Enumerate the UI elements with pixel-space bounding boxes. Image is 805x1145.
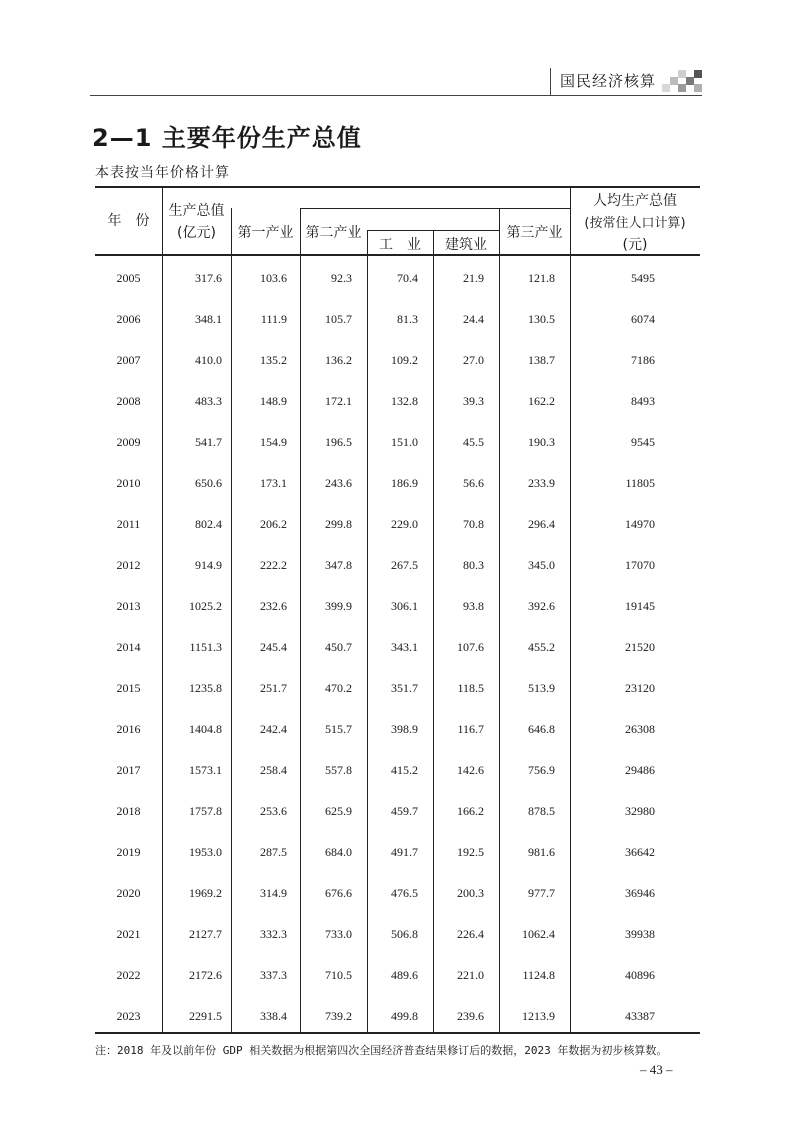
row-value: 650.6 <box>195 476 222 490</box>
header-tertiary: 第三产业 <box>506 225 563 241</box>
row-value: 399.9 <box>325 599 352 613</box>
header-bottom-rule <box>95 254 700 256</box>
row-value: 1124.8 <box>522 968 555 982</box>
row-value: 314.9 <box>260 886 287 900</box>
row-value: 29486 <box>625 763 655 777</box>
row-value: 17070 <box>625 558 655 572</box>
row-value: 515.7 <box>325 722 352 736</box>
row-year: 2008 <box>116 394 141 408</box>
row-value: 6074 <box>631 312 655 326</box>
row-value: 348.1 <box>195 312 222 326</box>
row-value: 459.7 <box>391 804 418 818</box>
row-year: 2006 <box>116 312 141 326</box>
row-value: 233.9 <box>528 476 555 490</box>
header-inner-rule <box>300 208 570 209</box>
row-value: 455.2 <box>528 640 555 654</box>
row-value: 410.0 <box>195 353 222 367</box>
row-value: 415.2 <box>391 763 418 777</box>
row-value: 2291.5 <box>189 1009 222 1023</box>
row-value: 192.5 <box>457 845 484 859</box>
row-value: 103.6 <box>260 271 287 285</box>
row-value: 105.7 <box>325 312 352 326</box>
row-value: 1235.8 <box>189 681 222 695</box>
row-value: 338.4 <box>260 1009 287 1023</box>
row-value: 21.9 <box>463 271 484 285</box>
table-row <box>95 586 700 627</box>
table-row <box>95 463 700 504</box>
row-value: 136.2 <box>325 353 352 367</box>
row-value: 45.5 <box>463 435 484 449</box>
row-value: 476.5 <box>391 886 418 900</box>
row-value: 81.3 <box>397 312 418 326</box>
header-secondary: 第二产业 <box>305 225 362 241</box>
row-value: 173.1 <box>260 476 287 490</box>
row-value: 267.5 <box>391 558 418 572</box>
row-year: 2016 <box>116 722 141 736</box>
table-row <box>95 996 700 1037</box>
header-per-capita-unit: (元) <box>622 237 648 253</box>
row-value: 977.7 <box>528 886 555 900</box>
row-value: 1213.9 <box>522 1009 555 1023</box>
row-year: 2020 <box>116 886 141 900</box>
row-value: 1573.1 <box>189 763 222 777</box>
row-year: 2017 <box>116 763 141 777</box>
row-value: 710.5 <box>325 968 352 982</box>
header-divider <box>162 186 163 255</box>
row-value: 186.9 <box>391 476 418 490</box>
header-primary: 第一产业 <box>237 225 294 241</box>
row-value: 21520 <box>625 640 655 654</box>
row-value: 541.7 <box>195 435 222 449</box>
row-value: 107.6 <box>457 640 484 654</box>
row-value: 684.0 <box>325 845 352 859</box>
row-value: 299.8 <box>325 517 352 531</box>
row-value: 43387 <box>625 1009 655 1023</box>
row-value: 483.3 <box>195 394 222 408</box>
row-value: 9545 <box>631 435 655 449</box>
row-value: 489.6 <box>391 968 418 982</box>
row-value: 296.4 <box>528 517 555 531</box>
row-year: 2013 <box>116 599 141 613</box>
row-value: 166.2 <box>457 804 484 818</box>
table-row <box>95 381 700 422</box>
header-industry: 工 业 <box>379 237 421 253</box>
row-value: 878.5 <box>528 804 555 818</box>
row-value: 733.0 <box>325 927 352 941</box>
row-value: 625.9 <box>325 804 352 818</box>
row-value: 151.0 <box>391 435 418 449</box>
row-value: 337.3 <box>260 968 287 982</box>
row-value: 222.2 <box>260 558 287 572</box>
row-year: 2022 <box>116 968 141 982</box>
row-value: 23120 <box>625 681 655 695</box>
row-year: 2011 <box>116 517 141 531</box>
row-value: 39.3 <box>463 394 484 408</box>
row-value: 70.8 <box>463 517 484 531</box>
row-value: 513.9 <box>528 681 555 695</box>
row-value: 251.7 <box>260 681 287 695</box>
table-row <box>95 750 700 791</box>
header-per-capita: 人均生产总值 <box>593 193 677 209</box>
running-header: 国民经济核算 <box>560 72 657 90</box>
row-value: 14970 <box>625 517 655 531</box>
header-separator <box>550 68 551 96</box>
decorative-squares-icon <box>662 70 702 92</box>
row-value: 32980 <box>625 804 655 818</box>
row-value: 190.3 <box>528 435 555 449</box>
row-value: 981.6 <box>528 845 555 859</box>
row-year: 2009 <box>116 435 141 449</box>
footnote: 注：2018 年及以前年份 GDP 相关数据为根据第四次全国经济普查结果修订后的数据，2023 年数据为初步核算数。 <box>95 1044 668 1057</box>
row-value: 148.9 <box>260 394 287 408</box>
row-value: 2127.7 <box>189 927 222 941</box>
row-value: 491.7 <box>391 845 418 859</box>
row-value: 70.4 <box>397 271 418 285</box>
row-value: 40896 <box>625 968 655 982</box>
header-per-capita-basis: (按常住人口计算) <box>584 216 686 231</box>
row-value: 138.7 <box>528 353 555 367</box>
row-value: 1953.0 <box>189 845 222 859</box>
row-value: 142.6 <box>457 763 484 777</box>
row-value: 1025.2 <box>189 599 222 613</box>
row-value: 351.7 <box>391 681 418 695</box>
table-row <box>95 627 700 668</box>
table-row <box>95 668 700 709</box>
row-value: 347.8 <box>325 558 352 572</box>
row-value: 172.1 <box>325 394 352 408</box>
table-row <box>95 340 700 381</box>
row-value: 116.7 <box>457 722 484 736</box>
row-value: 676.6 <box>325 886 352 900</box>
row-value: 56.6 <box>463 476 484 490</box>
row-value: 253.6 <box>260 804 287 818</box>
header-gdp: 生产总值 <box>168 203 225 219</box>
row-value: 111.9 <box>260 312 287 326</box>
row-value: 258.4 <box>260 763 287 777</box>
row-value: 36946 <box>625 886 655 900</box>
row-value: 499.8 <box>391 1009 418 1023</box>
row-year: 2015 <box>116 681 141 695</box>
row-value: 121.8 <box>528 271 555 285</box>
row-value: 196.5 <box>325 435 352 449</box>
row-value: 317.6 <box>195 271 222 285</box>
row-value: 1151.3 <box>189 640 222 654</box>
table-row <box>95 258 700 299</box>
row-year: 2019 <box>116 845 141 859</box>
row-value: 1404.8 <box>189 722 222 736</box>
row-year: 2023 <box>116 1009 141 1023</box>
row-value: 756.9 <box>528 763 555 777</box>
row-value: 92.3 <box>331 271 352 285</box>
page-title: 2—1 主要年份生产总值 <box>92 124 362 152</box>
row-value: 2172.6 <box>189 968 222 982</box>
row-value: 306.1 <box>391 599 418 613</box>
row-value: 8493 <box>631 394 655 408</box>
row-value: 11805 <box>625 476 655 490</box>
table-subtitle: 本表按当年价格计算 <box>95 165 230 181</box>
row-value: 229.0 <box>391 517 418 531</box>
header-rule <box>90 95 702 96</box>
row-value: 27.0 <box>463 353 484 367</box>
table-row <box>95 545 700 586</box>
row-value: 345.0 <box>528 558 555 572</box>
row-value: 343.1 <box>391 640 418 654</box>
row-value: 1969.2 <box>189 886 222 900</box>
row-value: 200.3 <box>457 886 484 900</box>
row-value: 39938 <box>625 927 655 941</box>
row-value: 109.2 <box>391 353 418 367</box>
row-value: 206.2 <box>260 517 287 531</box>
row-value: 398.9 <box>391 722 418 736</box>
row-value: 221.0 <box>457 968 484 982</box>
row-value: 287.5 <box>260 845 287 859</box>
row-value: 646.8 <box>528 722 555 736</box>
table-row <box>95 709 700 750</box>
table-row <box>95 791 700 832</box>
row-year: 2005 <box>116 271 141 285</box>
row-value: 226.4 <box>457 927 484 941</box>
row-value: 557.8 <box>325 763 352 777</box>
row-value: 132.8 <box>391 394 418 408</box>
row-value: 239.6 <box>457 1009 484 1023</box>
table-row <box>95 299 700 340</box>
page-number: – 43 – <box>640 1062 673 1077</box>
row-value: 93.8 <box>463 599 484 613</box>
row-value: 243.6 <box>325 476 352 490</box>
row-value: 7186 <box>631 353 655 367</box>
row-year: 2010 <box>116 476 141 490</box>
row-value: 802.4 <box>195 517 222 531</box>
row-value: 5495 <box>631 271 655 285</box>
row-year: 2014 <box>116 640 141 654</box>
table-row <box>95 504 700 545</box>
row-value: 232.6 <box>260 599 287 613</box>
row-value: 24.4 <box>463 312 484 326</box>
row-value: 450.7 <box>325 640 352 654</box>
row-value: 1757.8 <box>189 804 222 818</box>
row-value: 242.4 <box>260 722 287 736</box>
row-value: 135.2 <box>260 353 287 367</box>
row-value: 392.6 <box>528 599 555 613</box>
row-year: 2007 <box>116 353 141 367</box>
table-top-rule <box>95 186 700 188</box>
row-value: 470.2 <box>325 681 352 695</box>
table-row <box>95 914 700 955</box>
row-value: 332.3 <box>260 927 287 941</box>
header-construction: 建筑业 <box>445 237 487 253</box>
row-value: 739.2 <box>325 1009 352 1023</box>
row-year: 2018 <box>116 804 141 818</box>
table-row <box>95 873 700 914</box>
header-year: 年 份 <box>107 213 150 229</box>
row-value: 1062.4 <box>522 927 555 941</box>
table-row <box>95 422 700 463</box>
row-value: 245.4 <box>260 640 287 654</box>
row-value: 154.9 <box>260 435 287 449</box>
table-row <box>95 832 700 873</box>
table-row <box>95 955 700 996</box>
row-year: 2021 <box>116 927 141 941</box>
row-value: 914.9 <box>195 558 222 572</box>
row-value: 130.5 <box>528 312 555 326</box>
row-value: 19145 <box>625 599 655 613</box>
row-value: 506.8 <box>391 927 418 941</box>
row-value: 36642 <box>625 845 655 859</box>
row-value: 80.3 <box>463 558 484 572</box>
row-value: 162.2 <box>528 394 555 408</box>
row-year: 2012 <box>116 558 141 572</box>
header-gdp-unit: (亿元) <box>177 225 216 241</box>
row-value: 26308 <box>625 722 655 736</box>
row-value: 118.5 <box>457 681 484 695</box>
